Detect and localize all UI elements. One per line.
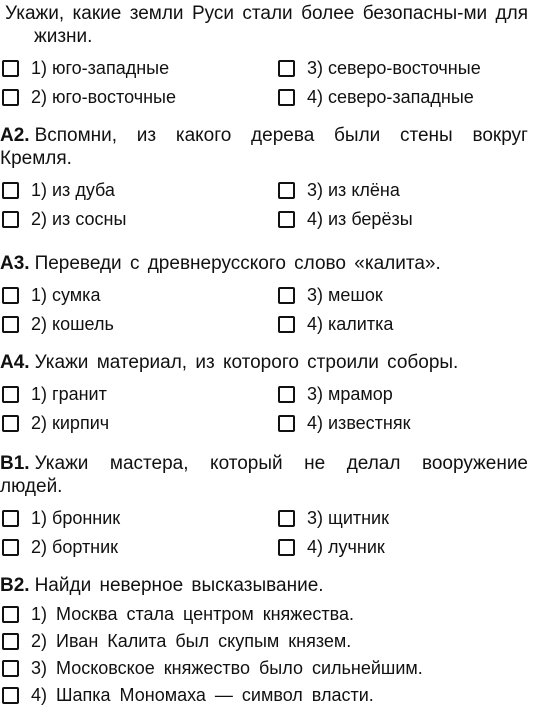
- answer-option[interactable]: [2, 600, 354, 628]
- answer-option[interactable]: [2, 681, 374, 709]
- answer-label: 2) бортник: [31, 536, 119, 557]
- question-text: Укажи материал, из которого строили соборы.: [34, 352, 459, 373]
- checkbox[interactable]: [278, 182, 295, 199]
- answer-option[interactable]: [278, 409, 411, 437]
- answer-option[interactable]: [2, 205, 126, 233]
- answer-label: 1) Москва стала центром княжества.: [31, 603, 354, 624]
- answer-option[interactable]: [278, 205, 413, 233]
- answer-label: 3) щитник: [307, 507, 389, 528]
- checkbox[interactable]: [278, 415, 295, 432]
- question-number: В2.: [0, 575, 30, 596]
- answer-label: 4) из берёзы: [307, 208, 413, 229]
- answer-option[interactable]: [278, 380, 393, 408]
- answer-label: 1) сумка: [31, 284, 101, 305]
- answer-label: 4) Шапка Мономаха — символ власти.: [31, 684, 374, 705]
- question-number: В1.: [0, 453, 30, 474]
- answer-label: 1) из дуба: [31, 179, 115, 200]
- question-number: А4.: [0, 352, 30, 373]
- question-text: Укажи мастера, который не делал вооружение людей.: [0, 453, 528, 497]
- question-header: [0, 124, 534, 170]
- question-header: [0, 2, 534, 48]
- question-text: Найди неверное высказывание.: [34, 575, 324, 596]
- answer-label: 2) юго-восточные: [31, 86, 176, 107]
- answer-options: [0, 504, 534, 564]
- checkbox[interactable]: [2, 606, 19, 623]
- question-number: А3.: [0, 253, 30, 274]
- question-header: [0, 252, 534, 275]
- answer-option[interactable]: [2, 504, 120, 532]
- checkbox[interactable]: [278, 316, 295, 333]
- checkbox[interactable]: [278, 60, 295, 77]
- answer-label: 2) из сосны: [31, 208, 127, 229]
- answer-label: 1) гранит: [31, 383, 107, 404]
- answer-label: 3) Московское княжество было сильнейшим.: [31, 657, 423, 678]
- checkbox[interactable]: [2, 633, 19, 650]
- answer-label: 3) мрамор: [307, 383, 393, 404]
- answer-label: 1) юго-западные: [31, 57, 170, 78]
- answer-label: 3) мешок: [307, 284, 383, 305]
- answer-label: 3) из клёна: [307, 179, 400, 200]
- question-header: [0, 351, 534, 374]
- checkbox[interactable]: [2, 415, 19, 432]
- answer-option[interactable]: [2, 627, 351, 655]
- answer-option[interactable]: [2, 310, 114, 338]
- answer-label: 4) калитка: [307, 313, 394, 334]
- question-b1: [0, 452, 534, 564]
- answer-option[interactable]: [2, 281, 100, 309]
- answer-options: [0, 380, 534, 440]
- checkbox[interactable]: [2, 316, 19, 333]
- checkbox[interactable]: [2, 539, 19, 556]
- answer-option[interactable]: [2, 380, 107, 408]
- answer-option[interactable]: [2, 83, 176, 111]
- checkbox[interactable]: [2, 660, 19, 677]
- checkbox[interactable]: [278, 539, 295, 556]
- answer-label: 4) известняк: [307, 412, 411, 433]
- answer-option[interactable]: [2, 654, 423, 682]
- question-a2: [0, 124, 534, 236]
- answer-label: 2) кошель: [31, 313, 114, 334]
- question-a3: [0, 252, 534, 341]
- answer-options: [0, 54, 534, 114]
- answer-label: 2) Иван Калита был скупым князем.: [31, 630, 352, 651]
- answer-option[interactable]: [278, 281, 383, 309]
- answer-label: 1) бронник: [31, 507, 121, 528]
- checkbox[interactable]: [2, 510, 19, 527]
- question-header: [0, 574, 534, 597]
- checkbox[interactable]: [2, 182, 19, 199]
- answer-option[interactable]: [278, 176, 400, 204]
- question-text: Переведи с древнерусского слово «калита».: [34, 253, 441, 274]
- answer-option[interactable]: [2, 176, 115, 204]
- answer-options: [0, 281, 534, 341]
- checkbox[interactable]: [278, 510, 295, 527]
- answer-label: 4) северо-западные: [307, 86, 474, 107]
- question-header: [0, 452, 534, 498]
- checkbox[interactable]: [2, 386, 19, 403]
- answer-option[interactable]: [2, 409, 109, 437]
- checkbox[interactable]: [278, 386, 295, 403]
- checkbox[interactable]: [278, 287, 295, 304]
- question-b2: [0, 574, 534, 716]
- answer-label: 4) лучник: [307, 536, 385, 557]
- question-text: Укажи, какие земли Руси стали более безопасны-ми для жизни.: [5, 3, 528, 47]
- answer-label: 2) кирпич: [31, 412, 110, 433]
- question-text: Вспомни, из какого дерева были стены вокруг Кремля.: [0, 125, 528, 169]
- checkbox[interactable]: [278, 89, 295, 106]
- question-number: А2.: [0, 125, 30, 146]
- checkbox[interactable]: [2, 211, 19, 228]
- answer-option[interactable]: [2, 533, 118, 561]
- answer-options: [0, 600, 534, 716]
- question-a4: [0, 351, 534, 440]
- answer-option[interactable]: [278, 83, 474, 111]
- answer-option[interactable]: [278, 310, 393, 338]
- answer-label: 3) северо-восточные: [307, 57, 481, 78]
- checkbox[interactable]: [2, 687, 19, 704]
- checkbox[interactable]: [2, 287, 19, 304]
- checkbox[interactable]: [2, 60, 19, 77]
- answer-option[interactable]: [278, 504, 389, 532]
- answer-option[interactable]: [278, 533, 385, 561]
- checkbox[interactable]: [2, 89, 19, 106]
- checkbox[interactable]: [278, 211, 295, 228]
- answer-option[interactable]: [2, 54, 169, 82]
- answer-option[interactable]: [278, 54, 481, 82]
- question-a1: [0, 2, 534, 114]
- answer-options: [0, 176, 534, 236]
